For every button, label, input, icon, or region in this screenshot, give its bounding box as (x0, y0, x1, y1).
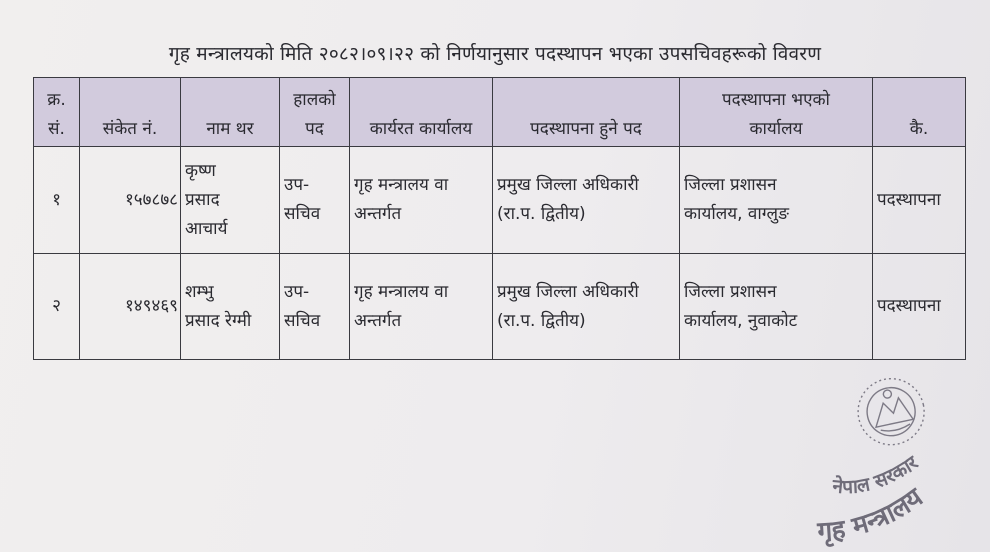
cell-sn: १ (34, 147, 80, 254)
cell-remarks: पदस्थापना (873, 254, 966, 360)
header-current-office: कार्यरत कार्यालय (350, 78, 493, 147)
cell-sn: २ (34, 254, 80, 360)
cell-current-office: गृह मन्त्रालय वा अन्तर्गत (350, 147, 493, 254)
cell-code: १५७८७८ (80, 147, 181, 254)
header-sn: क्र. सं. (34, 78, 80, 147)
government-seal (790, 370, 990, 552)
table-row (34, 147, 966, 254)
cell-assigned-post: प्रमुख जिल्ला अधिकारी (रा.प. द्वितीय) (493, 147, 680, 254)
header-remarks: कै. (873, 78, 966, 147)
cell-current-office: गृह मन्त्रालय वा अन्तर्गत (350, 254, 493, 360)
cell-code: १४९४६९ (80, 254, 181, 360)
header-code: संकेत नं. (80, 78, 181, 147)
header-assigned-post: पदस्थापना हुने पद (493, 78, 680, 147)
header-assigned-office: पदस्थापना भएको कार्यालय (680, 78, 873, 147)
cell-assigned-office: जिल्ला प्रशासन कार्यालय, वाग्लुङ (680, 147, 873, 254)
cell-current-post: उप- सचिव (280, 254, 350, 360)
postings-table (33, 77, 966, 360)
document-title: गृह मन्त्रालयको मिति २०८२।०९।२२ को निर्णयानुसार पदस्थापन भएका उपसचिवहरूको विवरण (168, 43, 822, 65)
cell-assigned-office: जिल्ला प्रशासन कार्यालय, नुवाकोट (680, 254, 873, 360)
table-header-row (34, 78, 966, 147)
cell-assigned-post: प्रमुख जिल्ला अधिकारी (रा.प. द्वितीय) (493, 254, 680, 360)
seal-line2: गृह मन्त्रालय (816, 482, 929, 548)
cell-name: शम्भु प्रसाद रेग्मी (181, 254, 280, 360)
cell-name: कृष्ण प्रसाद आचार्य (181, 147, 280, 254)
cell-remarks: पदस्थापना (873, 147, 966, 254)
table-row (34, 254, 966, 360)
emblem-icon (852, 373, 930, 451)
cell-current-post: उप- सचिव (280, 147, 350, 254)
header-name: नाम थर (181, 78, 280, 147)
header-current-post: हालको पद (280, 78, 350, 147)
seal-line1: नेपाल सरकार (831, 451, 923, 499)
